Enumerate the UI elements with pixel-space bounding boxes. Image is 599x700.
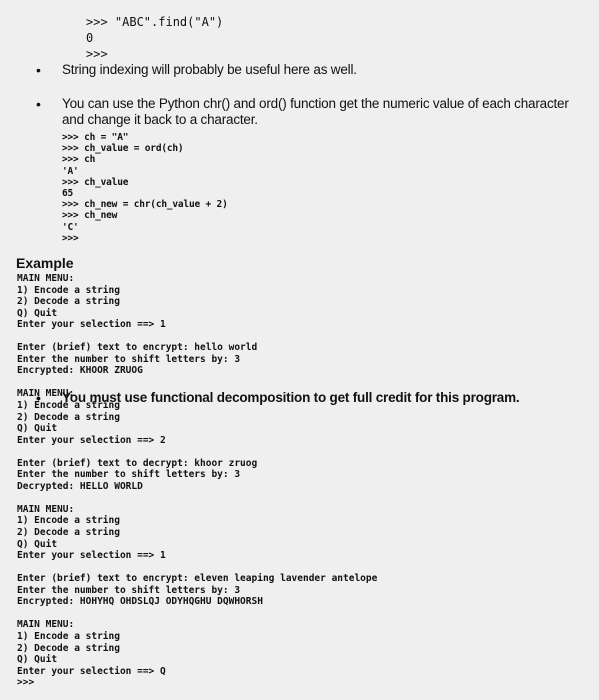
console-line bbox=[17, 377, 377, 389]
hint-chr-ord bbox=[36, 96, 596, 244]
console-line: Enter the number to shift letters by: 3 bbox=[17, 353, 241, 365]
code-line: 65 bbox=[62, 187, 74, 199]
code-line: >>> ch = "A" bbox=[62, 132, 129, 143]
hint-text: You must use functional decomposition to get full credit for this program. bbox=[62, 389, 520, 405]
code-line: >>> bbox=[62, 232, 79, 244]
code-line: 'C' bbox=[62, 221, 79, 233]
console-line bbox=[17, 562, 377, 574]
code-line: 'A' bbox=[62, 165, 79, 177]
console-line: Enter your selection ==> 2 bbox=[17, 434, 166, 446]
console-line: Encrypted: HOHYHQ OHDSLQJ ODYHQGHU DQWHORSH bbox=[17, 596, 263, 608]
hint-text: • You can use the Python chr() and ord() function get the numeric value of each character bbox=[62, 96, 569, 111]
console-line: 1) Encode a string bbox=[17, 284, 120, 296]
code-line: >>> ch_value bbox=[62, 176, 129, 188]
console-line: MAIN MENU: bbox=[17, 619, 75, 631]
hint-text: and change it back to a character. bbox=[62, 112, 258, 127]
code-line: >>> ch_value = ord(ch) bbox=[62, 143, 184, 155]
console-line: MAIN MENU: bbox=[17, 273, 75, 284]
console-line: Q) Quit bbox=[17, 654, 58, 666]
find-example-code bbox=[86, 14, 223, 62]
chr-ord-code bbox=[62, 132, 596, 244]
console-line bbox=[17, 331, 377, 343]
console-line: Encrypted: KHOOR ZRUOG bbox=[17, 365, 143, 377]
console-line: Decrypted: HELLO WORLD bbox=[17, 480, 143, 492]
code-line: >>> ch_new = chr(ch_value + 2) bbox=[62, 199, 228, 211]
console-line: Q) Quit bbox=[17, 538, 58, 550]
console-line: Enter (brief) text to decrypt: khoor zruog bbox=[17, 457, 258, 469]
console-line: 1) Encode a string bbox=[17, 400, 120, 412]
console-line: >>> bbox=[17, 677, 35, 689]
console-line: Enter your selection ==> 1 bbox=[17, 319, 166, 331]
console-line: 1) Encode a string bbox=[17, 515, 120, 527]
console-line: 2) Decode a string bbox=[17, 296, 120, 308]
console-line: Enter the number to shift letters by: 3 bbox=[17, 584, 241, 596]
console-line bbox=[17, 492, 377, 504]
console-line bbox=[17, 446, 377, 458]
console-line: Enter your selection ==> 1 bbox=[17, 550, 166, 562]
code-line: >>> ch_new bbox=[62, 210, 118, 222]
hint-text: String indexing will probably be useful here as well. bbox=[62, 62, 357, 77]
console-line: Q) Quit bbox=[17, 307, 58, 319]
console-line: Enter (brief) text to encrypt: eleven leaping lavender antelope bbox=[17, 573, 378, 585]
console-line: MAIN MENU: bbox=[17, 388, 75, 400]
console-line: Enter your selection ==> Q bbox=[17, 665, 166, 677]
console-line: Q) Quit bbox=[17, 423, 58, 435]
example-heading: Example bbox=[16, 255, 74, 271]
example-console-output bbox=[17, 273, 377, 689]
console-line: 2) Decode a string bbox=[17, 642, 120, 654]
hint-indexing bbox=[36, 62, 596, 78]
console-line: 2) Decode a string bbox=[17, 527, 120, 539]
code-line: >>> "ABC".find("A") bbox=[86, 15, 224, 29]
console-line: MAIN MENU: bbox=[17, 503, 75, 515]
code-line: >>> bbox=[86, 47, 108, 61]
console-line: 2) Decode a string bbox=[17, 411, 120, 423]
console-line: 1) Encode a string bbox=[17, 630, 120, 642]
console-line: Enter the number to shift letters by: 3 bbox=[17, 469, 241, 481]
code-line: >>> ch bbox=[62, 154, 96, 166]
code-line: 0 bbox=[86, 31, 94, 45]
console-line bbox=[17, 608, 377, 620]
console-line: Enter (brief) text to encrypt: hello world bbox=[17, 342, 258, 354]
